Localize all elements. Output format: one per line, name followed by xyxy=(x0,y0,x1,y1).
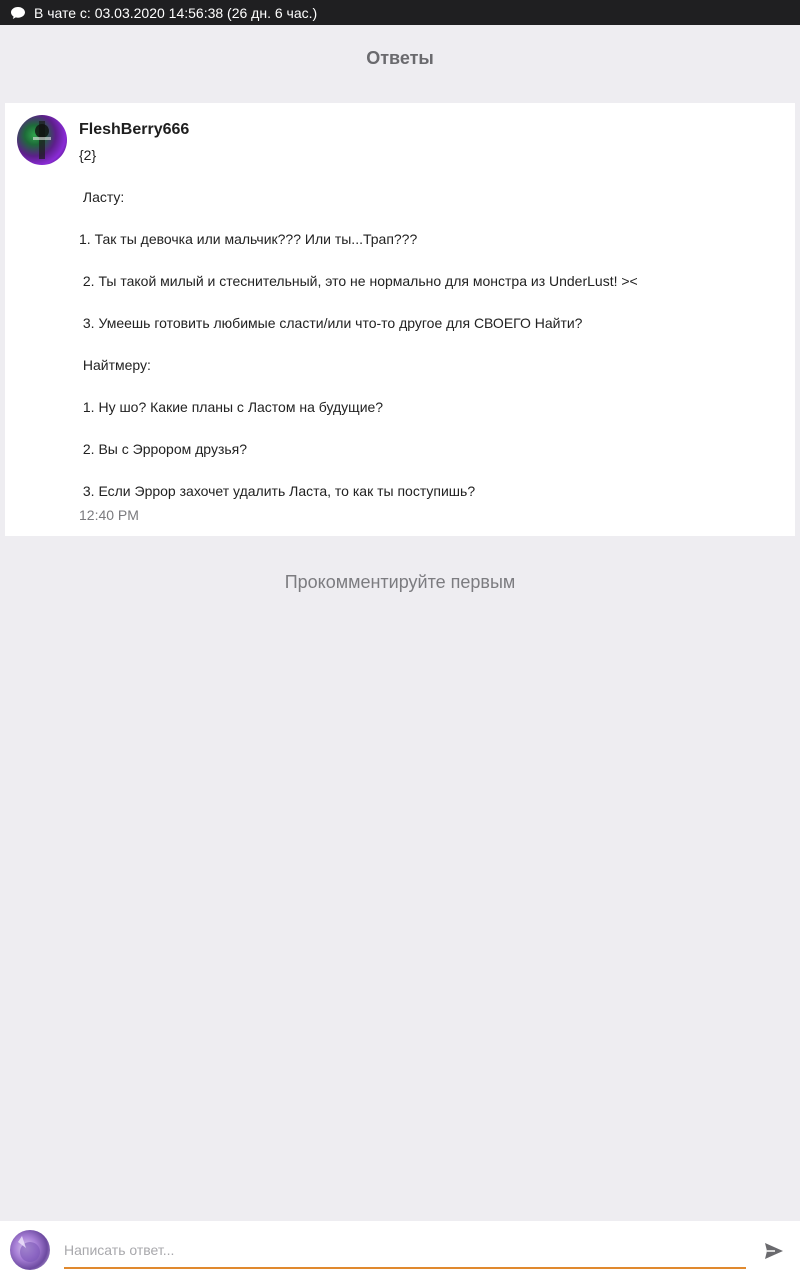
post-line: 1. Ну шо? Какие планы с Ластом на будущие? xyxy=(79,399,384,415)
post-timestamp: 12:40 PM xyxy=(79,507,139,523)
post-line: 2. Ты такой милый и стеснительный, это не нормально для монстра из UnderLust! >< xyxy=(79,273,638,289)
author-name[interactable]: FleshBerry666 xyxy=(79,121,190,138)
user-avatar xyxy=(10,1230,50,1270)
author-avatar[interactable] xyxy=(17,115,67,165)
reply-input[interactable] xyxy=(64,1233,746,1269)
reply-bar xyxy=(0,1221,800,1280)
page-title: Ответы xyxy=(366,48,434,68)
post-line: Ласту: xyxy=(79,189,125,205)
post-body xyxy=(79,189,779,525)
status-text: В чате с: 03.03.2020 14:56:38 (26 дн. 6 час.) xyxy=(34,4,318,21)
post-line: 2. Вы с Эррором друзья? xyxy=(79,441,248,457)
post-line: 3. Если Эррор захочет удалить Ласта, то как ты поступишь? xyxy=(79,483,476,499)
chat-bubble-icon xyxy=(10,6,26,20)
send-icon[interactable] xyxy=(762,1239,786,1263)
empty-comments-message: Прокомментируйте первым xyxy=(284,572,516,592)
post-line: 1. Так ты девочка или мальчик??? Или ты...Трап??? xyxy=(79,231,418,247)
post-line: 3. Умеешь готовить любимые сласти/или что-то другое для СВОЕГО Найти? xyxy=(79,315,583,331)
status-bar xyxy=(0,0,800,25)
post-tag: {2} xyxy=(79,147,97,163)
post-card xyxy=(5,103,795,536)
post-line: Найтмеру: xyxy=(79,357,151,373)
